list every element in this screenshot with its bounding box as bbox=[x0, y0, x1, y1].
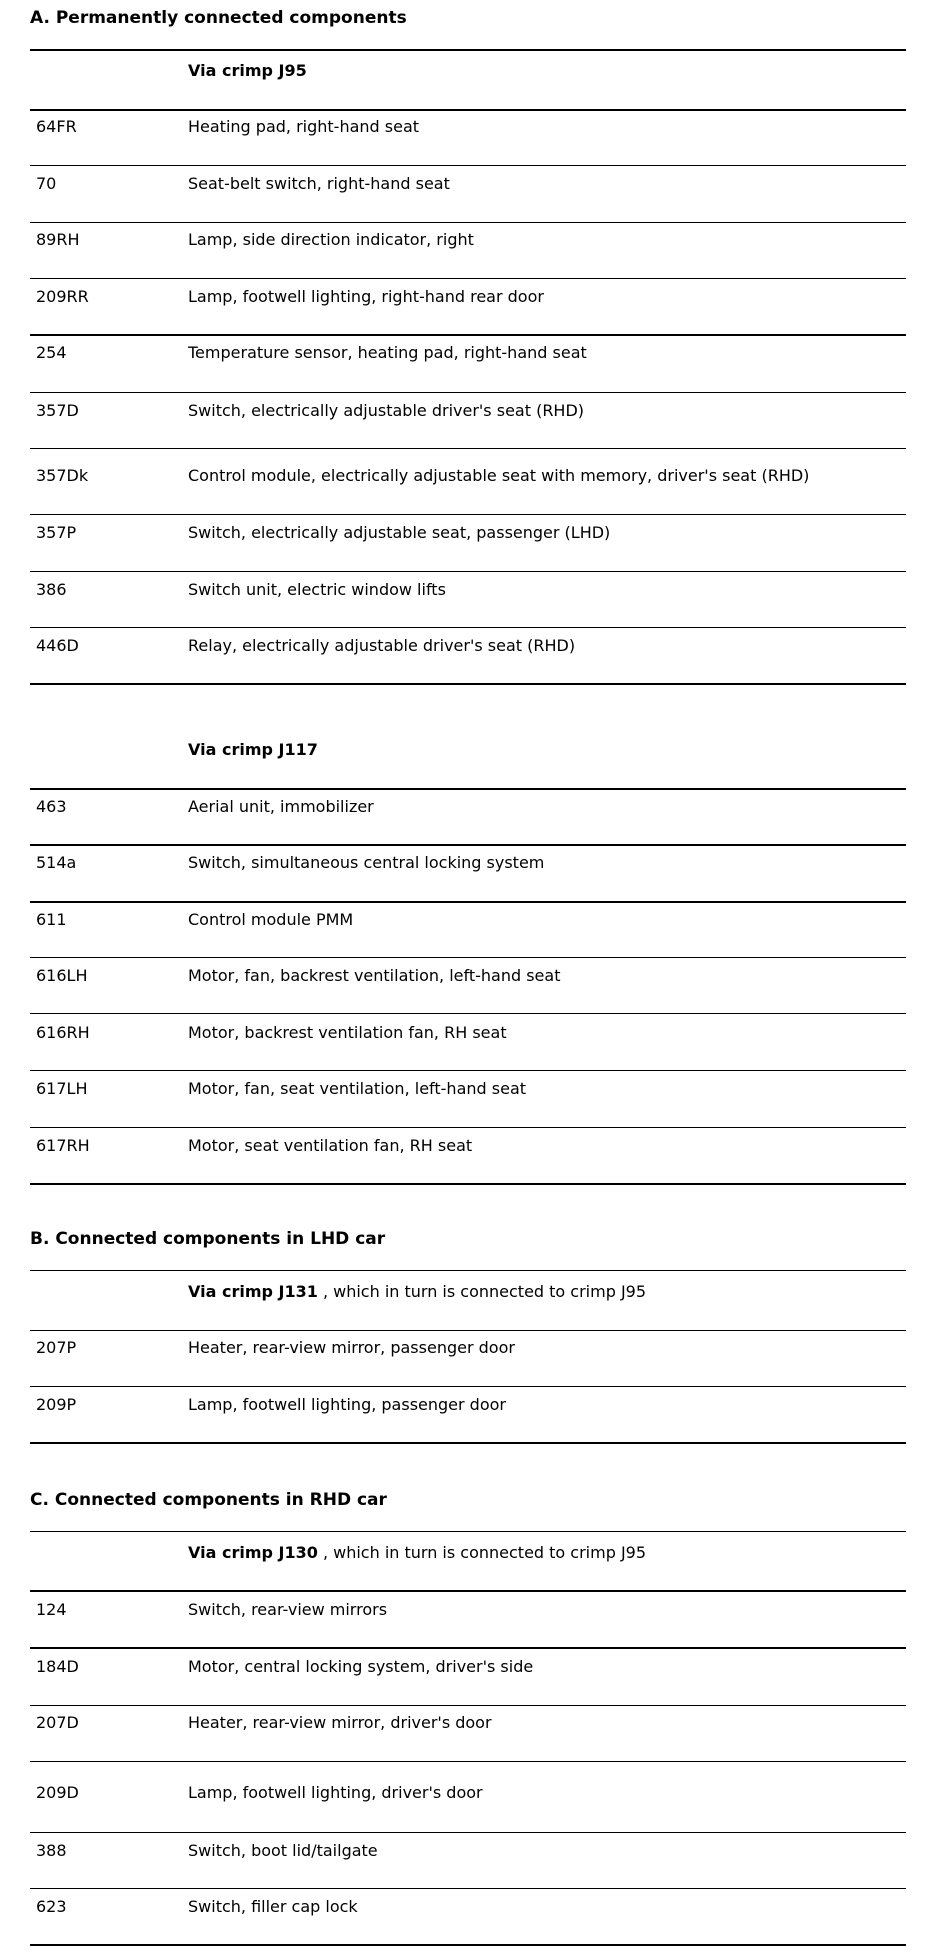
component-id: 514a bbox=[36, 853, 77, 872]
component-description: Control module, electrically adjustable seat with memory, driver's seat (RHD) bbox=[188, 466, 810, 485]
table-rule bbox=[30, 901, 906, 903]
component-id: 357Dk bbox=[36, 466, 89, 485]
table-rule bbox=[30, 334, 906, 336]
table-rule bbox=[30, 514, 906, 515]
component-description: Seat-belt switch, right-hand seat bbox=[188, 174, 450, 193]
table-rule bbox=[30, 1832, 906, 1833]
crimp-subheading: Via crimp J131 , which in turn is connected to crimp J95 bbox=[188, 1282, 647, 1301]
component-description: Lamp, footwell lighting, passenger door bbox=[188, 1395, 506, 1414]
component-description: Switch, electrically adjustable driver's seat (RHD) bbox=[188, 401, 585, 420]
component-id: 64FR bbox=[36, 117, 77, 136]
table-rule bbox=[30, 1330, 906, 1331]
component-id: 388 bbox=[36, 1841, 67, 1860]
component-description: Heater, rear-view mirror, driver's door bbox=[188, 1713, 492, 1732]
crimp-subheading: Via crimp J95 bbox=[188, 61, 307, 80]
table-rule bbox=[30, 165, 906, 166]
table-rule bbox=[30, 1013, 906, 1014]
component-id: 184D bbox=[36, 1657, 79, 1676]
component-description: Motor, seat ventilation fan, RH seat bbox=[188, 1136, 473, 1155]
component-id: 209RR bbox=[36, 287, 89, 306]
component-id: 386 bbox=[36, 580, 67, 599]
component-description: Motor, fan, seat ventilation, left-hand seat bbox=[188, 1079, 527, 1098]
component-description: Switch, rear-view mirrors bbox=[188, 1600, 388, 1619]
table-rule bbox=[30, 627, 906, 628]
component-id: 357D bbox=[36, 401, 79, 420]
component-id: 357P bbox=[36, 523, 77, 542]
section-a-heading: A. Permanently connected components bbox=[30, 8, 407, 28]
table-rule bbox=[30, 1944, 906, 1946]
component-id: 623 bbox=[36, 1897, 67, 1916]
component-description: Aerial unit, immobilizer bbox=[188, 797, 374, 816]
component-description: Control module PMM bbox=[188, 910, 354, 929]
component-id: 89RH bbox=[36, 230, 80, 249]
table-rule bbox=[30, 1386, 906, 1387]
table-rule bbox=[30, 222, 906, 223]
table-rule bbox=[30, 1705, 906, 1706]
component-id: 207P bbox=[36, 1338, 77, 1357]
component-description: Lamp, footwell lighting, driver's door bbox=[188, 1783, 483, 1802]
table-rule bbox=[30, 1888, 906, 1889]
table-rule bbox=[30, 1531, 906, 1532]
section-b-heading: B. Connected components in LHD car bbox=[30, 1229, 386, 1249]
component-id: 617RH bbox=[36, 1136, 90, 1155]
table-rule bbox=[30, 1442, 906, 1444]
table-rule bbox=[30, 1183, 906, 1185]
component-id: 209D bbox=[36, 1783, 79, 1802]
component-id: 616RH bbox=[36, 1023, 90, 1042]
component-id: 611 bbox=[36, 910, 67, 929]
table-rule bbox=[30, 788, 906, 790]
component-id: 209P bbox=[36, 1395, 77, 1414]
table-rule bbox=[30, 278, 906, 279]
component-description: Lamp, footwell lighting, right-hand rear door bbox=[188, 287, 544, 306]
table-rule bbox=[30, 392, 906, 393]
table-rule bbox=[30, 1647, 906, 1649]
component-description: Heating pad, right-hand seat bbox=[188, 117, 420, 136]
component-id: 446D bbox=[36, 636, 79, 655]
table-rule bbox=[30, 683, 906, 685]
table-rule bbox=[30, 1590, 906, 1592]
component-description: Relay, electrically adjustable driver's seat (RHD) bbox=[188, 636, 576, 655]
component-id: 124 bbox=[36, 1600, 67, 1619]
crimp-subheading: Via crimp J117 bbox=[188, 740, 318, 759]
component-description: Switch, filler cap lock bbox=[188, 1897, 358, 1916]
component-description: Lamp, side direction indicator, right bbox=[188, 230, 474, 249]
table-rule bbox=[30, 1070, 906, 1071]
crimp-subheading: Via crimp J130 , which in turn is connected to crimp J95 bbox=[188, 1543, 647, 1562]
component-id: 207D bbox=[36, 1713, 79, 1732]
component-description: Heater, rear-view mirror, passenger door bbox=[188, 1338, 515, 1357]
component-description: Switch, electrically adjustable seat, passenger (LHD) bbox=[188, 523, 611, 542]
component-description: Switch unit, electric window lifts bbox=[188, 580, 446, 599]
component-id: 463 bbox=[36, 797, 67, 816]
table-rule bbox=[30, 957, 906, 958]
component-id: 616LH bbox=[36, 966, 88, 985]
section-c-heading: C. Connected components in RHD car bbox=[30, 1490, 387, 1510]
table-rule bbox=[30, 448, 906, 449]
component-description: Motor, central locking system, driver's side bbox=[188, 1657, 534, 1676]
table-rule bbox=[30, 844, 906, 846]
table-rule bbox=[30, 49, 906, 51]
component-description: Motor, fan, backrest ventilation, left-hand seat bbox=[188, 966, 561, 985]
table-rule bbox=[30, 1270, 906, 1271]
table-rule bbox=[30, 571, 906, 572]
component-description: Switch, simultaneous central locking system bbox=[188, 853, 545, 872]
component-description: Temperature sensor, heating pad, right-hand seat bbox=[188, 343, 587, 362]
component-id: 254 bbox=[36, 343, 67, 362]
component-description: Motor, backrest ventilation fan, RH seat bbox=[188, 1023, 507, 1042]
table-rule bbox=[30, 109, 906, 111]
component-id: 617LH bbox=[36, 1079, 88, 1098]
table-rule bbox=[30, 1761, 906, 1762]
component-id: 70 bbox=[36, 174, 57, 193]
component-description: Switch, boot lid/tailgate bbox=[188, 1841, 378, 1860]
table-rule bbox=[30, 1127, 906, 1128]
